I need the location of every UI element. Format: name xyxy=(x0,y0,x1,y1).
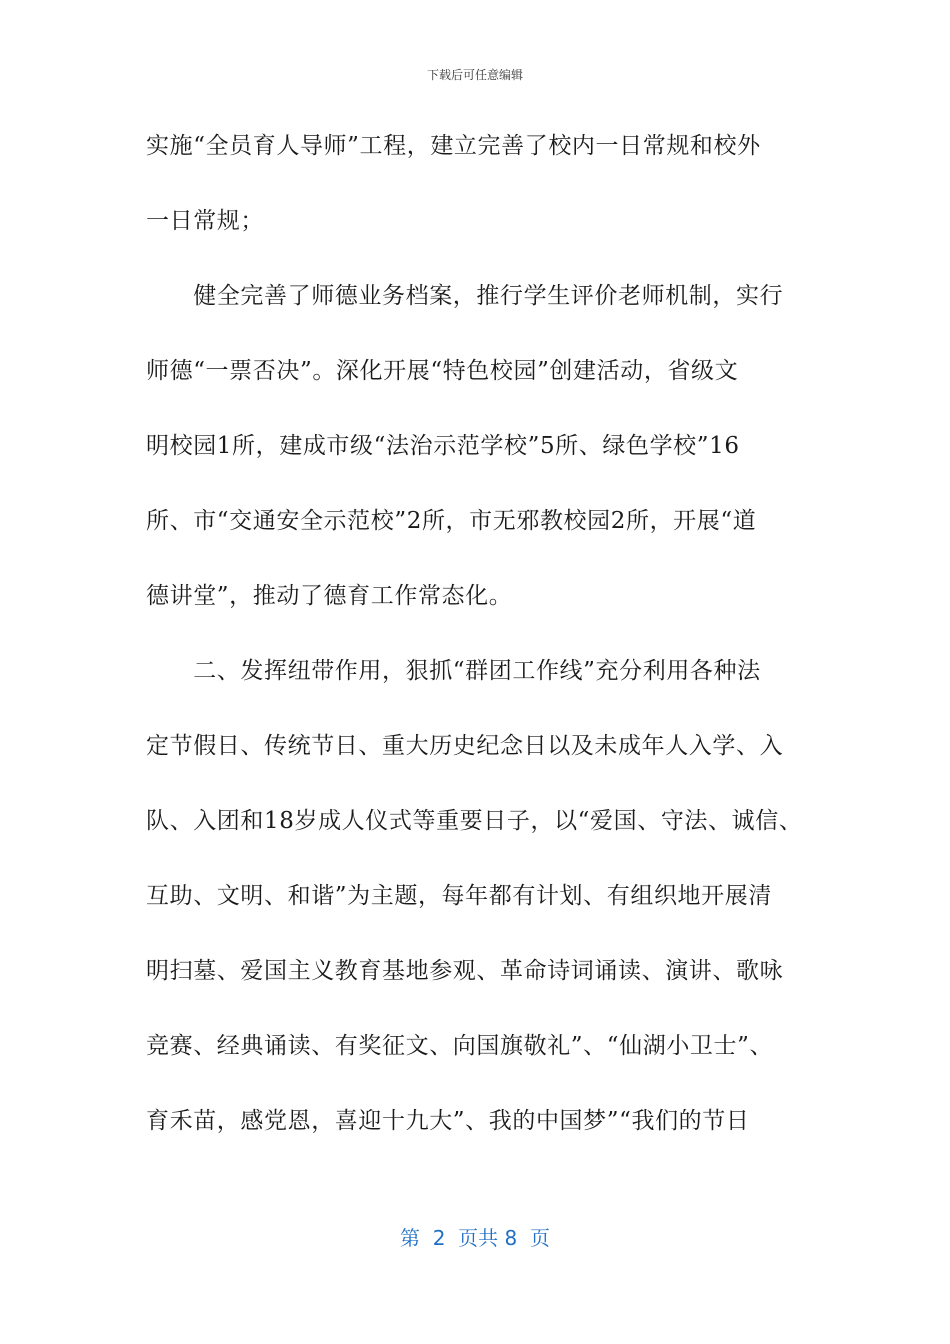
document-body xyxy=(146,118,818,1168)
text-line: 一日常规； xyxy=(146,208,264,234)
text-line: 健全完善了师德业务档案，推行学生评价老师机制，实行 xyxy=(146,283,784,309)
text-line: 互助、文明、和谐”为主题，每年都有计划、有组织地开展清 xyxy=(146,883,772,909)
text-line: 明扫墓、爱国主义教育基地参观、革命诗词诵读、演讲、歌咏 xyxy=(146,958,784,984)
header-note: 下载后可任意编辑 xyxy=(426,68,523,82)
text-line: 实施“全员育人导师”工程，建立完善了校内一日常规和校外 xyxy=(146,133,761,159)
text-line: 二、发挥纽带作用，狠抓“群团工作线”充分利用各种法 xyxy=(146,658,761,684)
text-line: 竞赛、经典诵读、有奖征文、向国旗敬礼”、“仙湖小卫士”、 xyxy=(146,1033,774,1059)
text-line: 队、入团和18岁成人仪式等重要日子，以“爱国、守法、诚信、 xyxy=(146,808,803,834)
text-line: 定节假日、传统节日、重大历史纪念日以及未成年人入学、入 xyxy=(146,733,784,759)
text-line: 育禾苗，感党恩，喜迎十九大”、我的中国梦”“我们的节日 xyxy=(146,1108,750,1134)
text-line: 明校园1所，建成市级“法治示范学校”5所、绿色学校”16 xyxy=(146,433,740,459)
text-line: 所、市“交通安全示范校”2所，市无邪教校园2所，开展“道 xyxy=(146,508,757,534)
text-line: 德讲堂”，推动了德育工作常态化。 xyxy=(146,583,513,609)
text-line: 师德“一票否决”。深化开展“特色校园”创建活动，省级文 xyxy=(146,358,739,384)
page-footer: 第 2 页共 8 页 xyxy=(400,1226,550,1250)
